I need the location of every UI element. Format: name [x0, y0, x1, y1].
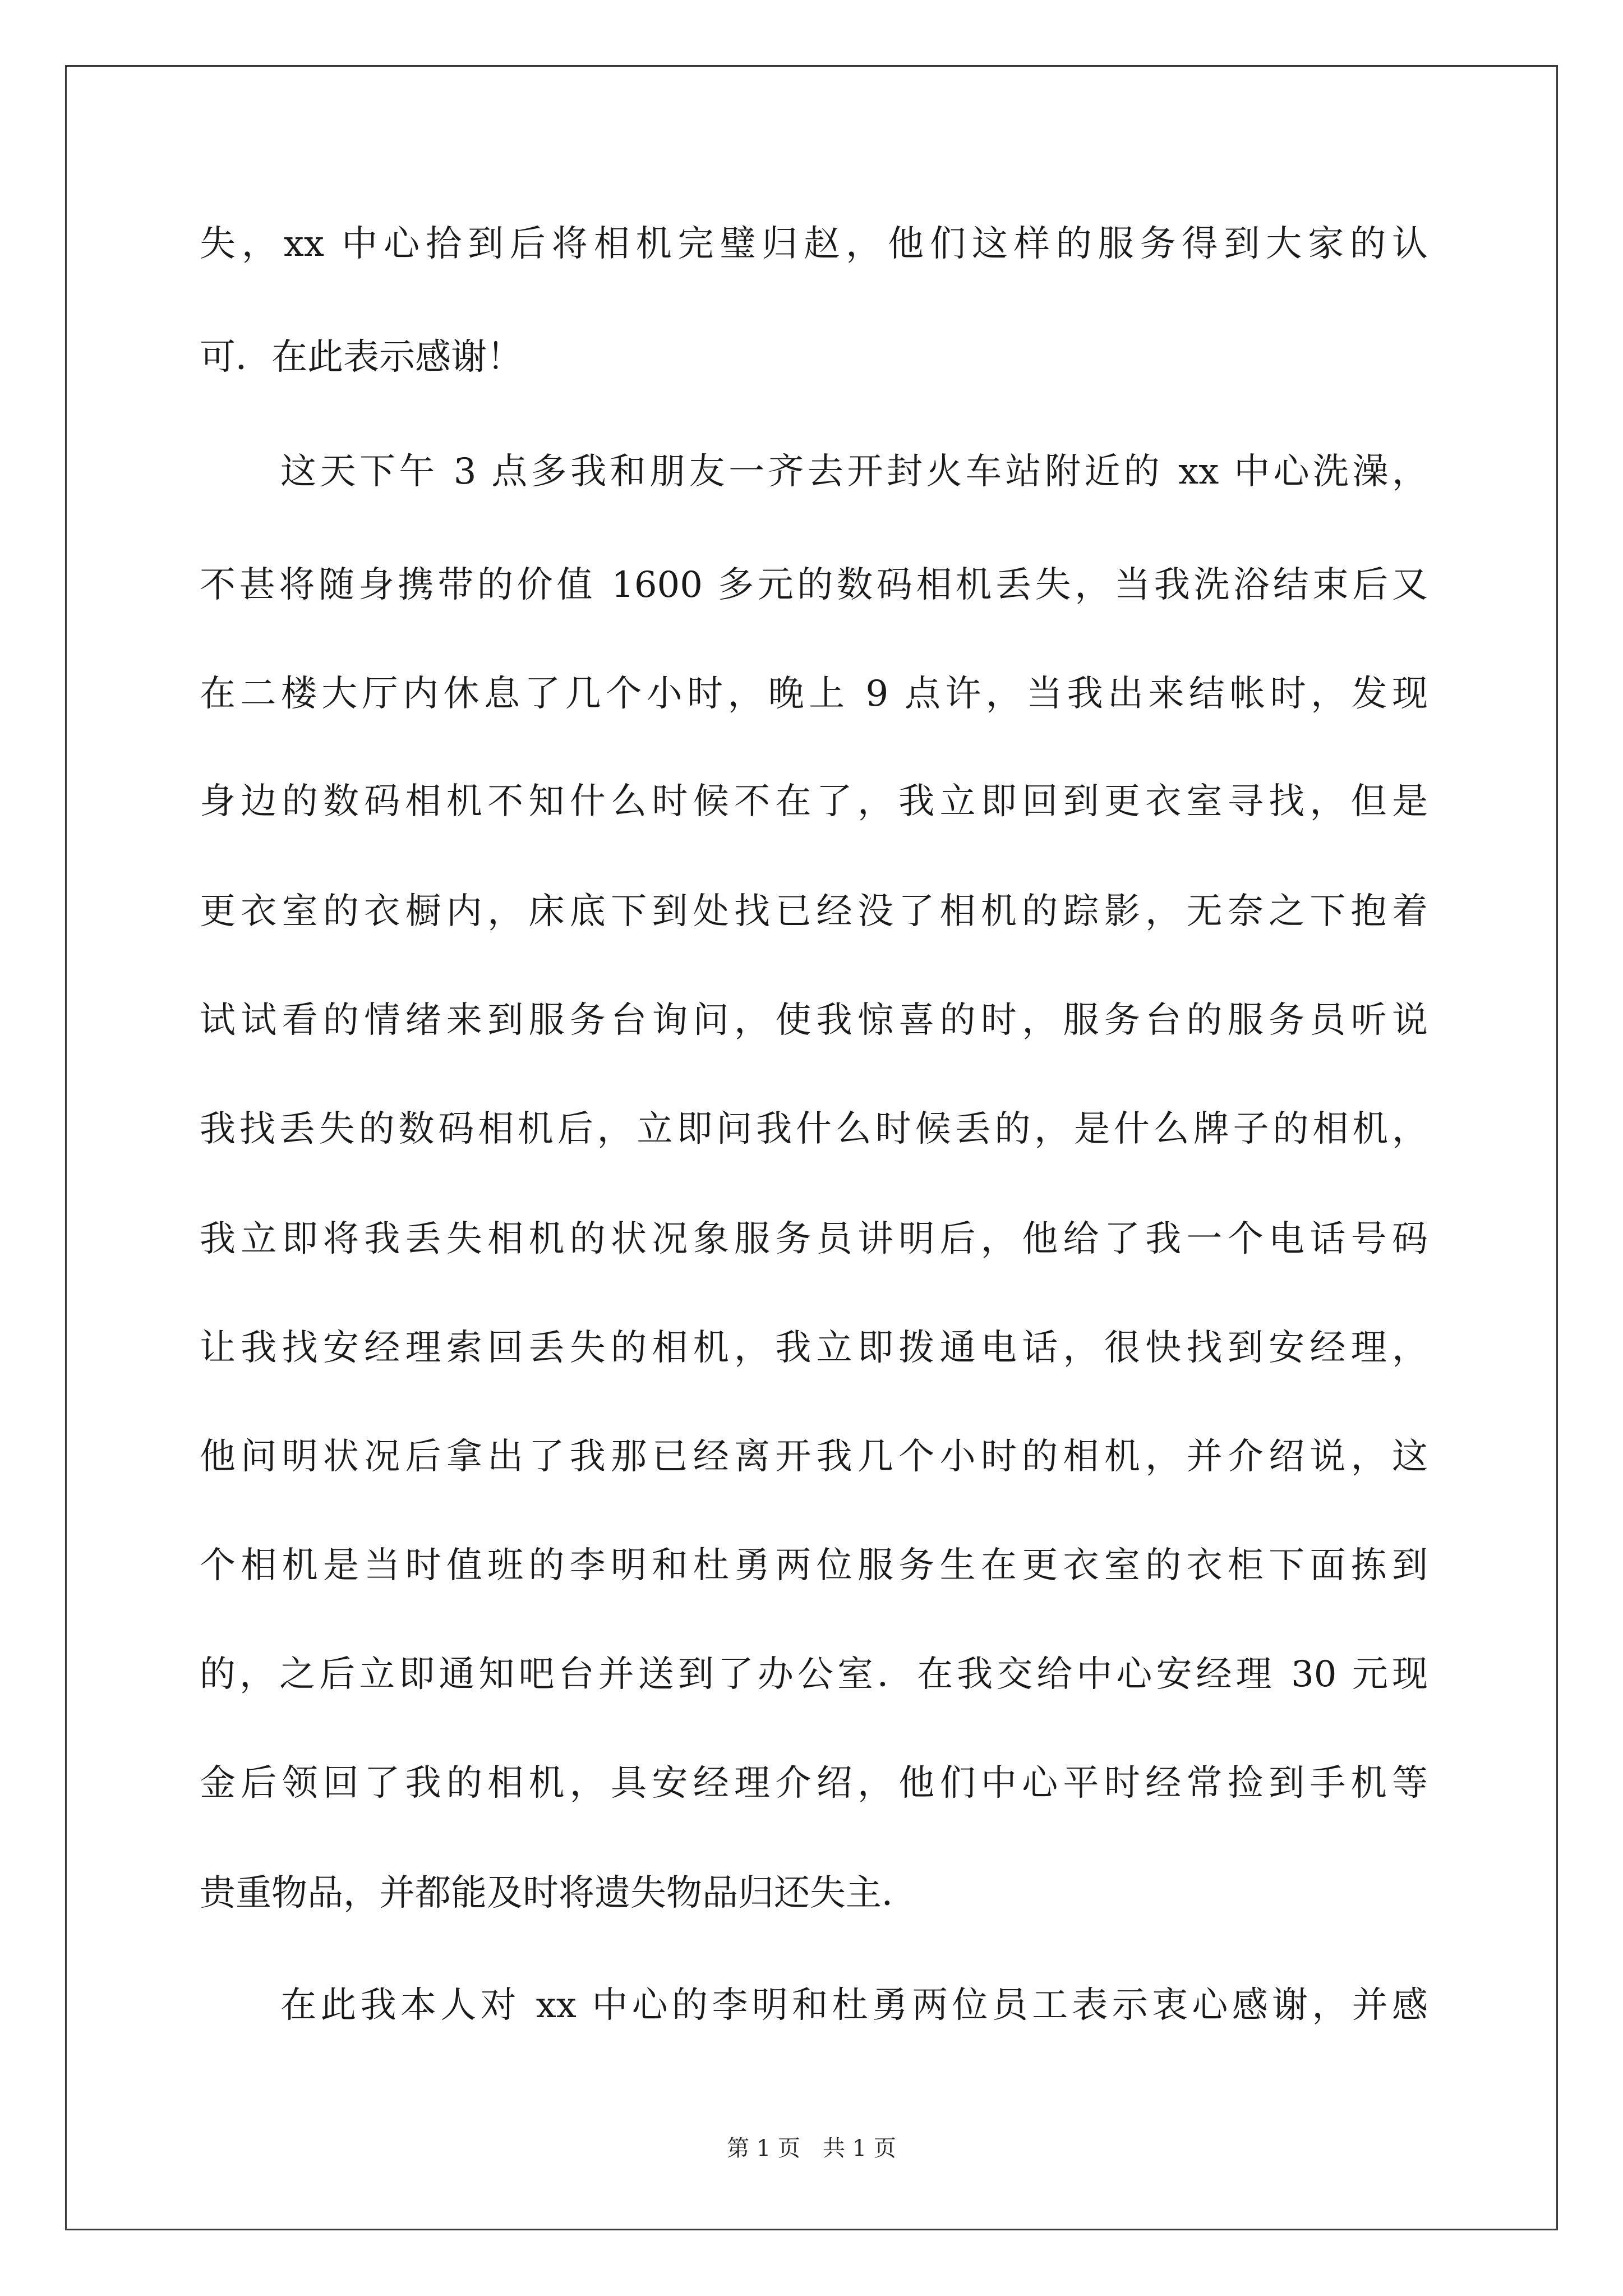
text-line: 试试看的情绪来到服务台询问，使我惊喜的时，服务台的服务员听说: [200, 1000, 1428, 1041]
text-line: 失，xx 中心拾到后将相机完璧归赵，他们这样的服务得到大家的认: [200, 223, 1428, 265]
text-line: 个相机是当时值班的李明和杜勇两位服务生在更衣室的衣柜下面拣到: [200, 1545, 1428, 1586]
text-line: 更衣室的衣橱内，床底下到处找已经没了相机的踪影，无奈之下抱着: [200, 891, 1428, 932]
text-line: 身边的数码相机不知什么时候不在了，我立即回到更衣室寻找，但是: [200, 781, 1428, 822]
text-line: 可．在此表示感谢！: [200, 337, 523, 378]
text-line: 他问明状况后拿出了我那已经离开我几个小时的相机，并介绍说，这: [200, 1436, 1428, 1478]
text-line: 贵重物品，并都能及时将遗失物品归还失主．: [200, 1872, 917, 1914]
text-line: 让我找安经理索回丢失的相机，我立即拨通电话，很快找到安经理，: [200, 1327, 1428, 1369]
page-footer: 第 1 页 共 1 页: [727, 2136, 896, 2161]
text-line: 这天下午 3 点多我和朋友一齐去开封火车站附近的 xx 中心洗澡，: [280, 451, 1428, 493]
text-line: 我找丢失的数码相机后，立即问我什么时候丢的，是什么牌子的相机，: [200, 1108, 1428, 1150]
text-line: 金后领回了我的相机，具安经理介绍，他们中心平时经常捡到手机等: [200, 1763, 1428, 1804]
text-line: 不甚将随身携带的价值 1600 多元的数码相机丢失，当我洗浴结束后又: [200, 564, 1428, 606]
text-line: 我立即将我丢失相机的状况象服务员讲明后，他给了我一个电话号码: [200, 1218, 1428, 1260]
text-line: 在此我本人对 xx 中心的李明和杜勇两位员工表示衷心感谢，并感: [280, 1985, 1428, 2026]
text-line: 的，之后立即通知吧台并送到了办公室．在我交给中心安经理 30 元现: [200, 1654, 1428, 1695]
text-line: 在二楼大厅内休息了几个小时，晚上 9 点许，当我出来结帐时，发现: [200, 673, 1428, 715]
